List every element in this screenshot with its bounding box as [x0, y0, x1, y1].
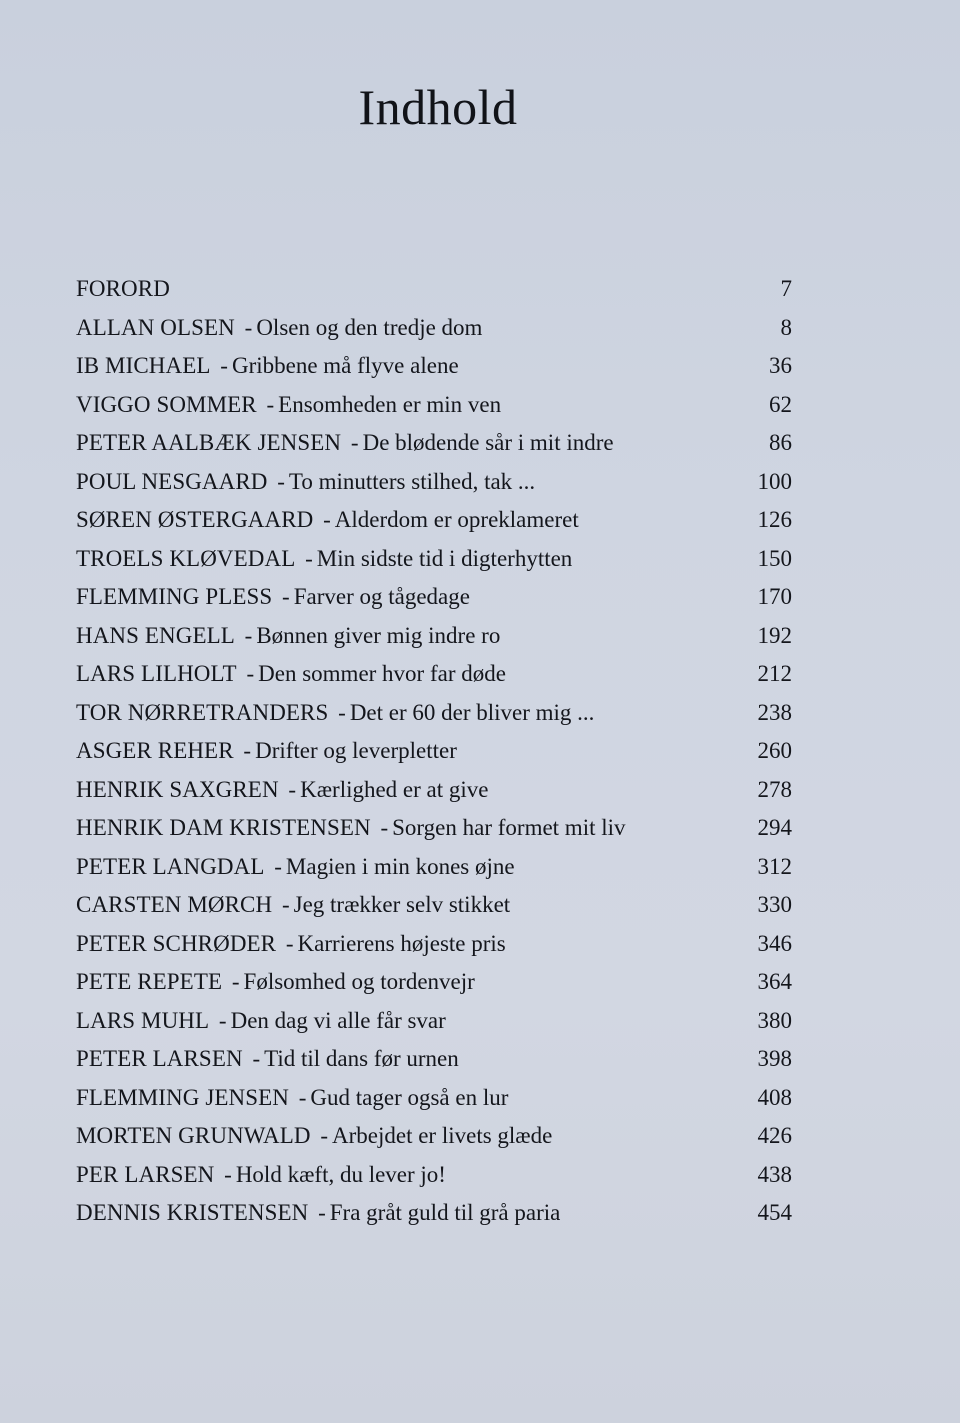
toc-page-number: 426	[757, 1123, 792, 1148]
toc-chapter-title: Arbejdet er livets glæde	[332, 1123, 553, 1148]
toc-separator: -	[246, 661, 255, 686]
toc-page-number: 192	[757, 622, 792, 648]
toc-chapter-title: Fra gråt guld til grå paria	[329, 1200, 561, 1225]
toc-page-number: 238	[757, 699, 792, 725]
toc-author: HENRIK DAM KRISTENSEN	[76, 815, 371, 840]
toc-chapter-title: Hold kæft, du lever jo!	[235, 1161, 446, 1187]
toc-chapter-title: Gud tager også en lur	[310, 1084, 509, 1110]
toc-chapter-title: Den dag vi alle får svar	[230, 1007, 446, 1033]
toc-entry-text	[76, 694, 742, 733]
toc-author: FLEMMING JENSEN	[76, 1084, 289, 1110]
toc-separator: -	[320, 1123, 328, 1148]
toc-entry-text	[76, 771, 742, 810]
toc-entry-text	[76, 848, 742, 887]
toc-separator: -	[380, 815, 389, 840]
toc-entry	[76, 386, 792, 425]
toc-entry	[76, 732, 792, 771]
toc-entry-text	[76, 424, 742, 463]
toc-chapter-title: Den sommer hvor far døde	[258, 661, 506, 686]
toc-separator: -	[277, 468, 285, 494]
toc-chapter-title: Følsomhed og tordenvejr	[243, 969, 475, 994]
toc-chapter-title: De blødende sår i mit indre	[362, 430, 614, 455]
toc-author: FLEMMING PLESS	[76, 584, 273, 609]
toc-entry-text	[76, 617, 742, 656]
toc-entry-text	[76, 463, 742, 502]
toc-entry-text	[76, 270, 742, 309]
toc-chapter-title: Tid til dans før urnen	[264, 1046, 459, 1071]
toc-page-number: 454	[757, 1200, 792, 1225]
toc-separator: -	[244, 622, 253, 648]
toc-author: PETE REPETE	[76, 969, 223, 994]
toc-entry-text	[76, 1079, 742, 1118]
toc-separator: -	[243, 738, 252, 763]
toc-separator: -	[244, 314, 253, 340]
toc-chapter-title: Karrierens højeste pris	[297, 930, 506, 956]
toc-entry-text	[76, 309, 742, 348]
toc-chapter-title: To minutters stilhed, tak ...	[288, 468, 536, 494]
toc-entry-text	[76, 1040, 742, 1079]
toc-page-number: 170	[757, 584, 792, 609]
toc-author: IB MICHAEL	[76, 353, 211, 378]
toc-entry	[76, 540, 792, 579]
toc-entry	[76, 771, 792, 810]
toc-page-number: 100	[757, 468, 792, 494]
toc-separator: -	[274, 853, 282, 879]
toc-entry	[76, 848, 792, 887]
table-of-contents	[76, 270, 792, 1233]
toc-page-number: 62	[769, 391, 792, 417]
toc-entry-text	[76, 578, 742, 617]
toc-page-number: 330	[757, 892, 792, 917]
toc-entry	[76, 501, 792, 540]
toc-page-number: 380	[757, 1007, 792, 1033]
toc-entry	[76, 963, 792, 1002]
toc-chapter-title: Magien i min kones øjne	[285, 853, 515, 879]
toc-entry-text	[76, 655, 742, 694]
toc-author: DENNIS KRISTENSEN	[76, 1200, 309, 1225]
toc-author: ASGER REHER	[76, 738, 234, 763]
toc-entry	[76, 694, 792, 733]
toc-entry-text	[76, 1002, 742, 1041]
toc-entry	[76, 1079, 792, 1118]
toc-separator: -	[220, 353, 228, 378]
toc-author: CARSTEN MØRCH	[76, 892, 273, 917]
toc-author: MORTEN GRUNWALD	[76, 1123, 311, 1148]
toc-entry	[76, 578, 792, 617]
toc-entry-text	[76, 732, 742, 771]
toc-entry-text	[76, 347, 742, 386]
toc-entry	[76, 617, 792, 656]
toc-author: POUL NESGAARD	[76, 468, 268, 494]
toc-entry	[76, 809, 792, 848]
toc-entry	[76, 309, 792, 348]
toc-entry	[76, 463, 792, 502]
toc-page-number: 7	[780, 276, 792, 301]
toc-entry-text	[76, 925, 742, 964]
toc-author: VIGGO SOMMER	[76, 391, 257, 417]
toc-page-number: 212	[757, 661, 792, 686]
toc-separator: -	[288, 776, 297, 802]
page-title: Indhold	[358, 79, 518, 135]
toc-separator: -	[266, 391, 275, 417]
toc-page-number: 398	[757, 1046, 792, 1071]
toc-page-number: 312	[757, 853, 792, 879]
toc-separator: -	[282, 584, 290, 609]
toc-author: TOR NØRRETRANDERS	[76, 699, 329, 725]
toc-separator: -	[218, 1007, 227, 1033]
toc-author: PER LARSEN	[76, 1161, 215, 1187]
toc-separator: -	[323, 507, 331, 532]
toc-chapter-title: Olsen og den tredje dom	[256, 314, 483, 340]
toc-chapter-title: Alderdom er opreklameret	[334, 507, 579, 532]
toc-chapter-title: Gribbene må flyve alene	[231, 353, 459, 378]
toc-page-number: 86	[769, 430, 792, 455]
toc-entry-text	[76, 1194, 742, 1233]
toc-separator: -	[318, 1200, 326, 1225]
toc-entry	[76, 270, 792, 309]
toc-separator: -	[305, 545, 313, 571]
toc-separator: -	[285, 930, 294, 956]
toc-entry	[76, 347, 792, 386]
toc-entry-text	[76, 386, 742, 425]
toc-page-number: 150	[757, 545, 792, 571]
toc-page-number: 8	[780, 314, 792, 340]
toc-page-number: 294	[757, 815, 792, 840]
toc-entry-text	[76, 963, 742, 1002]
toc-author: PETER SCHRØDER	[76, 930, 277, 956]
toc-author: HENRIK SAXGREN	[76, 776, 279, 802]
toc-page-number: 408	[757, 1084, 792, 1110]
toc-page-number: 126	[757, 507, 792, 532]
toc-chapter-title: Min sidste tid i digterhytten	[316, 545, 573, 571]
toc-page-number: 278	[757, 776, 792, 802]
toc-separator: -	[350, 430, 359, 455]
toc-chapter-title: Jeg trækker selv stikket	[293, 892, 511, 917]
toc-entry	[76, 925, 792, 964]
toc-entry	[76, 1194, 792, 1233]
toc-entry	[76, 886, 792, 925]
toc-entry-text	[76, 1156, 742, 1195]
toc-separator: -	[281, 892, 290, 917]
toc-separator: -	[224, 1161, 232, 1187]
toc-author: PETER LARSEN	[76, 1046, 243, 1071]
toc-separator: -	[252, 1046, 261, 1071]
toc-entry-text	[76, 809, 742, 848]
toc-author: LARS LILHOLT	[76, 661, 237, 686]
toc-author: LARS MUHL	[76, 1007, 210, 1033]
toc-author: SØREN ØSTERGAARD	[76, 507, 314, 532]
toc-author: ALLAN OLSEN	[76, 314, 235, 340]
toc-page-number: 346	[757, 930, 792, 956]
toc-author: TROELS KLØVEDAL	[76, 545, 296, 571]
toc-separator: -	[298, 1084, 307, 1110]
toc-entry-text	[76, 540, 742, 579]
toc-author: HANS ENGELL	[76, 622, 235, 648]
toc-chapter-title: Det er 60 der bliver mig ...	[349, 699, 595, 725]
toc-entry-text	[76, 501, 742, 540]
toc-entry-text	[76, 1117, 742, 1156]
toc-entry	[76, 655, 792, 694]
toc-entry	[76, 1156, 792, 1195]
toc-entry	[76, 1040, 792, 1079]
toc-chapter-title: Farver og tågedage	[293, 584, 470, 609]
toc-page-number: 364	[757, 969, 792, 994]
toc-chapter-title: Sorgen har formet mit liv	[392, 815, 626, 840]
toc-author: FORORD	[76, 276, 170, 301]
toc-chapter-title: Drifter og leverpletter	[255, 738, 457, 763]
toc-page-number: 438	[757, 1161, 792, 1187]
toc-entry	[76, 1117, 792, 1156]
toc-author: PETER LANGDAL	[76, 853, 265, 879]
toc-entry-text	[76, 886, 742, 925]
toc-chapter-title: Kærlighed er at give	[300, 776, 489, 802]
toc-chapter-title: Bønnen giver mig indre ro	[256, 622, 501, 648]
toc-separator: -	[338, 699, 346, 725]
toc-separator: -	[231, 969, 240, 994]
toc-author: PETER AALBÆK JENSEN	[76, 430, 342, 455]
toc-page-number: 36	[769, 353, 792, 378]
toc-entry	[76, 424, 792, 463]
toc-page-number: 260	[757, 738, 792, 763]
toc-chapter-title: Ensomheden er min ven	[278, 391, 502, 417]
toc-entry	[76, 1002, 792, 1041]
